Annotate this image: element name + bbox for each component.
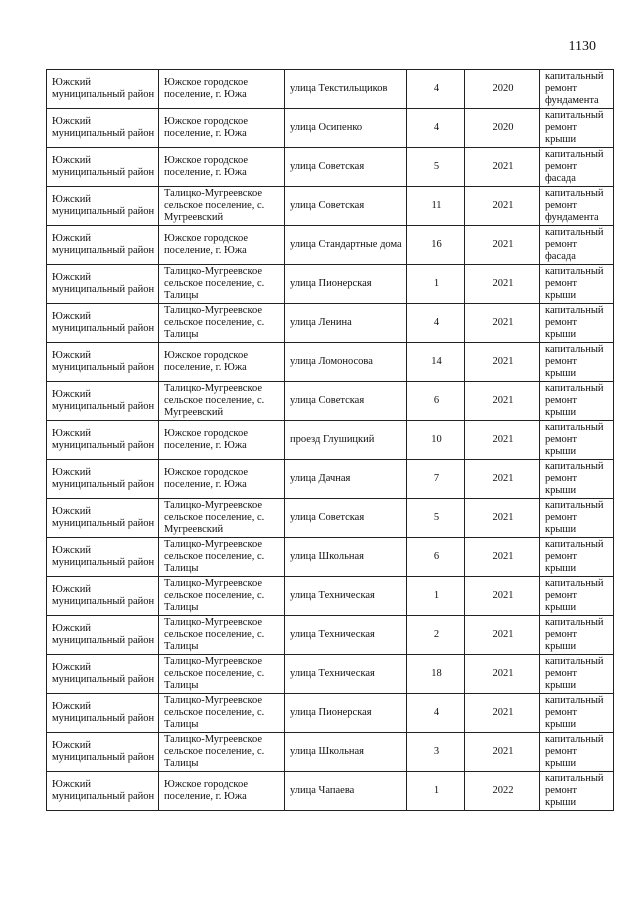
street-cell: улица Стандартные дома	[285, 226, 407, 265]
year-cell: 2021	[465, 421, 540, 460]
district-cell: Южский муниципальный район	[47, 655, 159, 694]
district-cell: Южский муниципальный район	[47, 382, 159, 421]
work-type-cell: капитальный ремонт фундамента	[540, 70, 614, 109]
work-type-cell: капитальный ремонт крыши	[540, 772, 614, 811]
year-cell: 2021	[465, 694, 540, 733]
settlement-cell: Талицко-Мугреевское сельское поселение, с. Талицы	[159, 694, 285, 733]
district-cell: Южский муниципальный район	[47, 733, 159, 772]
table-row	[47, 694, 614, 733]
house-number-cell: 10	[407, 421, 465, 460]
work-type-cell: капитальный ремонт крыши	[540, 538, 614, 577]
settlement-cell: Южское городское поселение, г. Южа	[159, 343, 285, 382]
house-number-cell: 6	[407, 382, 465, 421]
street-cell: улица Осипенко	[285, 109, 407, 148]
settlement-cell: Талицко-Мугреевское сельское поселение, с. Талицы	[159, 577, 285, 616]
street-cell: улица Пионерская	[285, 694, 407, 733]
house-number-cell: 16	[407, 226, 465, 265]
district-cell: Южский муниципальный район	[47, 499, 159, 538]
work-type-cell: капитальный ремонт крыши	[540, 343, 614, 382]
work-type-cell: капитальный ремонт крыши	[540, 499, 614, 538]
house-number-cell: 2	[407, 616, 465, 655]
street-cell: улица Текстильщиков	[285, 70, 407, 109]
district-cell: Южский муниципальный район	[47, 577, 159, 616]
street-cell: улица Ленина	[285, 304, 407, 343]
table-row	[47, 109, 614, 148]
district-cell: Южский муниципальный район	[47, 694, 159, 733]
year-cell: 2021	[465, 655, 540, 694]
settlement-cell: Южское городское поселение, г. Южа	[159, 148, 285, 187]
house-number-cell: 1	[407, 577, 465, 616]
table-row	[47, 148, 614, 187]
settlement-cell: Южское городское поселение, г. Южа	[159, 70, 285, 109]
street-cell: улица Школьная	[285, 538, 407, 577]
table-row	[47, 733, 614, 772]
house-number-cell: 18	[407, 655, 465, 694]
district-cell: Южский муниципальный район	[47, 226, 159, 265]
year-cell: 2021	[465, 616, 540, 655]
year-cell: 2021	[465, 187, 540, 226]
table-row	[47, 343, 614, 382]
work-type-cell: капитальный ремонт крыши	[540, 421, 614, 460]
year-cell: 2021	[465, 304, 540, 343]
house-number-cell: 1	[407, 265, 465, 304]
street-cell: проезд Глушицкий	[285, 421, 407, 460]
table-row	[47, 499, 614, 538]
house-number-cell: 5	[407, 148, 465, 187]
year-cell: 2021	[465, 733, 540, 772]
table-row	[47, 187, 614, 226]
house-number-cell: 4	[407, 694, 465, 733]
house-number-cell: 4	[407, 109, 465, 148]
settlement-cell: Южское городское поселение, г. Южа	[159, 772, 285, 811]
work-type-cell: капитальный ремонт крыши	[540, 265, 614, 304]
street-cell: улица Советская	[285, 187, 407, 226]
district-cell: Южский муниципальный район	[47, 538, 159, 577]
year-cell: 2020	[465, 70, 540, 109]
year-cell: 2021	[465, 382, 540, 421]
settlement-cell: Талицко-Мугреевское сельское поселение, с. Талицы	[159, 733, 285, 772]
table-row	[47, 538, 614, 577]
settlement-cell: Талицко-Мугреевское сельское поселение, с. Мугреевский	[159, 499, 285, 538]
district-cell: Южский муниципальный район	[47, 265, 159, 304]
work-type-cell: капитальный ремонт крыши	[540, 655, 614, 694]
settlement-cell: Талицко-Мугреевское сельское поселение, с. Талицы	[159, 538, 285, 577]
year-cell: 2021	[465, 226, 540, 265]
settlement-cell: Талицко-Мугреевское сельское поселение, с. Талицы	[159, 616, 285, 655]
work-type-cell: капитальный ремонт крыши	[540, 304, 614, 343]
house-number-cell: 7	[407, 460, 465, 499]
work-type-cell: капитальный ремонт крыши	[540, 694, 614, 733]
work-type-cell: капитальный ремонт крыши	[540, 733, 614, 772]
house-number-cell: 3	[407, 733, 465, 772]
district-cell: Южский муниципальный район	[47, 148, 159, 187]
work-type-cell: капитальный ремонт крыши	[540, 382, 614, 421]
settlement-cell: Талицко-Мугреевское сельское поселение, с. Мугреевский	[159, 382, 285, 421]
work-type-cell: капитальный ремонт крыши	[540, 616, 614, 655]
house-number-cell: 4	[407, 304, 465, 343]
house-number-cell: 1	[407, 772, 465, 811]
work-type-cell: капитальный ремонт фундамента	[540, 187, 614, 226]
house-number-cell: 6	[407, 538, 465, 577]
table-row	[47, 226, 614, 265]
street-cell: улица Чапаева	[285, 772, 407, 811]
street-cell: улица Пионерская	[285, 265, 407, 304]
work-type-cell: капитальный ремонт фасада	[540, 226, 614, 265]
year-cell: 2021	[465, 538, 540, 577]
settlement-cell: Талицко-Мугреевское сельское поселение, с. Талицы	[159, 304, 285, 343]
district-cell: Южский муниципальный район	[47, 772, 159, 811]
district-cell: Южский муниципальный район	[47, 421, 159, 460]
house-number-cell: 4	[407, 70, 465, 109]
street-cell: улица Техническая	[285, 655, 407, 694]
year-cell: 2021	[465, 499, 540, 538]
table-row	[47, 382, 614, 421]
settlement-cell: Талицко-Мугреевское сельское поселение, с. Талицы	[159, 265, 285, 304]
year-cell: 2021	[465, 577, 540, 616]
street-cell: улица Ломоносова	[285, 343, 407, 382]
district-cell: Южский муниципальный район	[47, 109, 159, 148]
table-row	[47, 460, 614, 499]
settlement-cell: Южское городское поселение, г. Южа	[159, 460, 285, 499]
street-cell: улица Школьная	[285, 733, 407, 772]
work-type-cell: капитальный ремонт крыши	[540, 577, 614, 616]
page-number: 1130	[568, 39, 596, 54]
street-cell: улица Советская	[285, 382, 407, 421]
house-number-cell: 11	[407, 187, 465, 226]
table-body	[47, 70, 614, 811]
year-cell: 2022	[465, 772, 540, 811]
table-row	[47, 304, 614, 343]
year-cell: 2021	[465, 460, 540, 499]
district-cell: Южский муниципальный район	[47, 343, 159, 382]
street-cell: улица Советская	[285, 148, 407, 187]
street-cell: улица Техническая	[285, 616, 407, 655]
year-cell: 2021	[465, 148, 540, 187]
repair-schedule-table	[46, 69, 614, 811]
street-cell: улица Советская	[285, 499, 407, 538]
house-number-cell: 14	[407, 343, 465, 382]
table-row	[47, 421, 614, 460]
district-cell: Южский муниципальный район	[47, 187, 159, 226]
district-cell: Южский муниципальный район	[47, 616, 159, 655]
table-row	[47, 70, 614, 109]
table-row	[47, 265, 614, 304]
district-cell: Южский муниципальный район	[47, 460, 159, 499]
year-cell: 2021	[465, 343, 540, 382]
work-type-cell: капитальный ремонт крыши	[540, 109, 614, 148]
house-number-cell: 5	[407, 499, 465, 538]
street-cell: улица Техническая	[285, 577, 407, 616]
table-row	[47, 772, 614, 811]
settlement-cell: Южское городское поселение, г. Южа	[159, 226, 285, 265]
district-cell: Южский муниципальный район	[47, 70, 159, 109]
settlement-cell: Южское городское поселение, г. Южа	[159, 109, 285, 148]
settlement-cell: Талицко-Мугреевское сельское поселение, с. Талицы	[159, 655, 285, 694]
year-cell: 2021	[465, 265, 540, 304]
table-row	[47, 655, 614, 694]
work-type-cell: капитальный ремонт крыши	[540, 460, 614, 499]
street-cell: улица Дачная	[285, 460, 407, 499]
table-row	[47, 616, 614, 655]
settlement-cell: Талицко-Мугреевское сельское поселение, с. Мугреевский	[159, 187, 285, 226]
district-cell: Южский муниципальный район	[47, 304, 159, 343]
year-cell: 2020	[465, 109, 540, 148]
work-type-cell: капитальный ремонт фасада	[540, 148, 614, 187]
settlement-cell: Южское городское поселение, г. Южа	[159, 421, 285, 460]
table-row	[47, 577, 614, 616]
